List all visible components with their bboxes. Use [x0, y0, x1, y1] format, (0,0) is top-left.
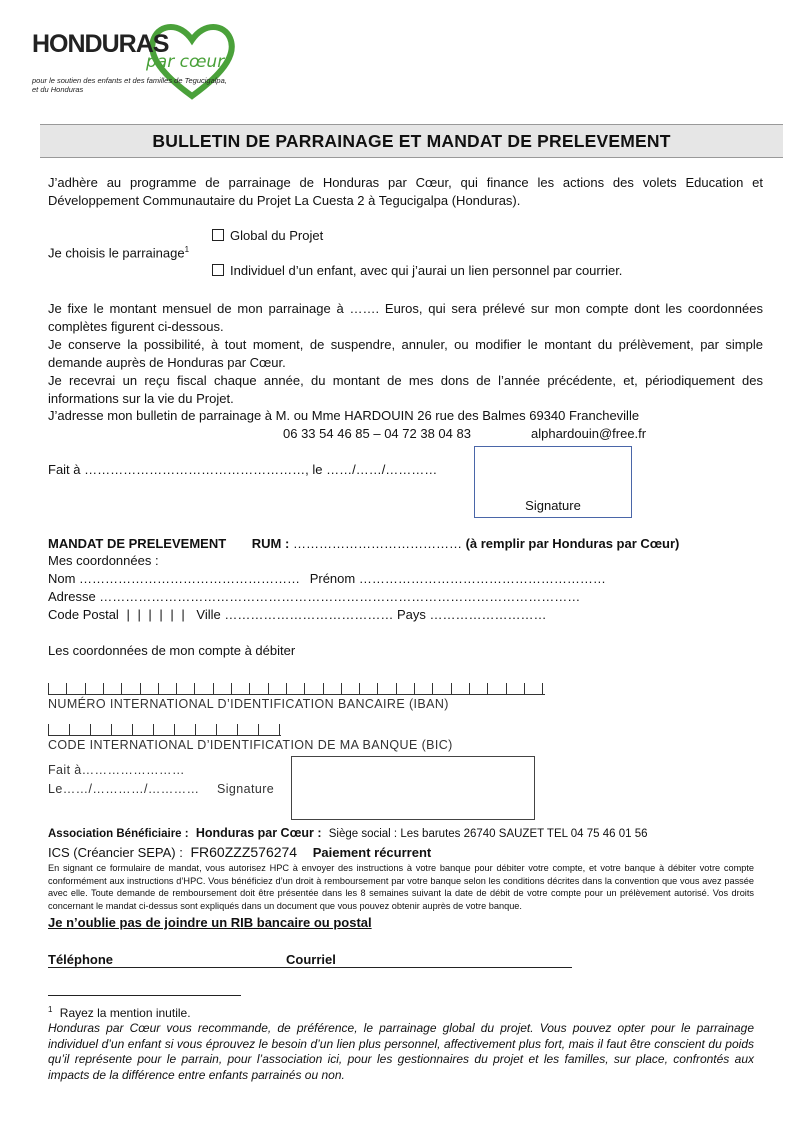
rib-reminder: Je n’oublie pas de joindre un RIB bancaire ou postal: [48, 915, 372, 930]
coords-heading: Mes coordonnées :: [48, 553, 159, 568]
name-line: [48, 571, 606, 586]
iban-label: NUMÉRO INTERNATIONAL D’IDENTIFICATION BANCAIRE (IBAN): [48, 697, 449, 711]
box-tick: [103, 683, 104, 695]
ics-code: FR60ZZZ576274: [190, 844, 298, 860]
footnote-line: [48, 1005, 191, 1020]
page-title: BULLETIN DE PARRAINAGE ET MANDAT DE PRELEVEMENT: [152, 130, 671, 151]
box-tick: [111, 724, 112, 736]
box-tick: [377, 683, 378, 695]
box-tick: [268, 683, 269, 695]
legal-notice: En signant ce formulaire de mandat, vous autorisez HPC à envoyer des instructions à votre banque pour débiter votre compte, et votre banque à débiter votre compte conformément aux instructions d’HPC. Vous bénéficiez d’un droit à remboursement par votre banque selon les conditions décrites dans la convention que vous avez passée avec elle. Toute demande de remboursement doit être présentée dans les 8 semaines suivant la date de débit de votre compte pour un prélèvement autorisé. Vos droits concernant le mandat ci-dessus sont expliqués dans un document que vous pouvez obtenir auprès de votre banque.: [48, 863, 754, 911]
box-tick: [69, 724, 70, 736]
bic-baseline: [48, 735, 281, 736]
cp-line: [48, 607, 546, 622]
phone-numbers: 06 33 54 46 85 – 04 72 38 04 83: [283, 426, 471, 441]
fait-a-field[interactable]: Fait à……………………: [48, 763, 185, 777]
option-global[interactable]: [212, 228, 323, 243]
box-tick: [249, 683, 250, 695]
email-address: alphardouin@free.fr: [531, 426, 647, 441]
date-field[interactable]: Le……/…………/…………: [48, 782, 200, 796]
box-tick: [66, 683, 67, 695]
intro-paragraph: J’adhère au programme de parrainage de Honduras par Cœur, qui finance les actions des volets Education et Développement Communautaire du Projet La Cuesta 2 à Tegucigalpa (Honduras).: [48, 175, 763, 208]
mandat-line: [48, 536, 679, 551]
box-tick: [48, 683, 49, 695]
account-heading: Les coordonnées de mon compte à débiter: [48, 643, 296, 658]
box-tick: [323, 683, 324, 695]
code-postal-boxes[interactable]: | | | | | |: [126, 607, 187, 622]
footnote-text: Rayez la mention inutile.: [59, 1006, 191, 1020]
nom-field[interactable]: Nom ……………………………………………: [48, 571, 301, 586]
fiscal-paragraph: Je recevrai un reçu fiscal chaque année, du montant de mes dons de l’année précédente, et, périodiquement des informations sur la vie du Projet.: [48, 373, 763, 406]
association-name: Honduras par Cœur :: [195, 826, 322, 840]
box-tick: [158, 683, 159, 695]
payment-type: Paiement récurrent: [312, 845, 432, 860]
box-tick: [506, 683, 507, 695]
signature-label-top: Signature: [525, 498, 581, 513]
box-tick: [451, 683, 452, 695]
amount-paragraph: Je fixe le montant mensuel de mon parrainage à ……. Euros, qui sera prélevé sur mon compte dont les coordonnées complètes figurent ci-dessous.: [48, 301, 763, 334]
logo-sub-text: par cœur: [146, 52, 225, 72]
code-postal-label: Code Postal: [48, 607, 119, 622]
choice-label-line: [48, 245, 189, 260]
title-bar: [40, 124, 783, 158]
bic-label: CODE INTERNATIONAL D’IDENTIFICATION DE MA BANQUE (BIC): [48, 738, 453, 752]
box-tick: [396, 683, 397, 695]
contact-underline[interactable]: [48, 967, 572, 968]
box-tick: [213, 683, 214, 695]
suspend-paragraph: Je conserve la possibilité, à tout moment, de suspendre, annuler, ou modifier le montant du prélèvement, par simple demande auprès de Honduras par Cœur.: [48, 337, 763, 370]
box-tick: [216, 724, 217, 736]
option-individual-label: Individuel d’un enfant, avec qui j’aurai un lien personnel par courrier.: [230, 263, 623, 278]
choice-label: Je choisis le parrainage: [48, 245, 185, 261]
rum-note: (à remplir par Honduras par Cœur): [465, 536, 680, 551]
logo-tagline: pour le soutien des enfants et des familles de Tegucigalpa, et du Honduras: [32, 76, 227, 94]
association-address: Siège social : Les barutes 26740 SAUZET TEL 04 75 46 01 56: [328, 828, 648, 840]
footnote-mark-bottom: 1: [48, 1005, 53, 1014]
telephone-label: Téléphone: [48, 952, 114, 967]
box-tick: [359, 683, 360, 695]
adresse-field[interactable]: Adresse …………………………………………………………………………………………………: [48, 589, 581, 604]
box-tick: [279, 724, 280, 736]
logo-main-text: HONDURAS: [32, 30, 169, 58]
checkbox-individual[interactable]: [212, 264, 224, 276]
box-tick: [258, 724, 259, 736]
ics-line: [48, 844, 431, 860]
box-tick: [132, 724, 133, 736]
box-tick: [90, 724, 91, 736]
footnote-mark: 1: [184, 245, 190, 254]
checkbox-global[interactable]: [212, 229, 224, 241]
iban-baseline: [48, 694, 545, 695]
box-tick: [140, 683, 141, 695]
box-tick: [304, 683, 305, 695]
box-tick: [195, 724, 196, 736]
prenom-field[interactable]: Prénom …………………………………………………: [309, 571, 606, 586]
fait-a-line[interactable]: Fait à ……………………………………………, le ……/……/…………: [48, 462, 438, 477]
courriel-label: Courriel: [286, 952, 336, 967]
signature-box-top[interactable]: [474, 446, 632, 518]
option-individual[interactable]: [212, 263, 622, 278]
box-tick: [524, 683, 525, 695]
box-tick: [153, 724, 154, 736]
box-tick: [414, 683, 415, 695]
association-line: [48, 826, 648, 840]
box-tick: [286, 683, 287, 695]
box-tick: [48, 724, 49, 736]
box-tick: [85, 683, 86, 695]
footnote-note: Honduras par Cœur vous recommande, de préférence, le parrainage global du projet. Vous pouvez opter pour le parrainage individuel d’un enfant si vous éprouvez le besoin d’un lien plus personnel, affectivement plus fort, mais il faut être conscient du poids qu’il représente pour le parrain, pour l’association ici, pour les gestionnaires du projet et les familles, sur place, confrontés aux impacts de la différence entre enfants parrainés ou non.: [48, 1021, 754, 1082]
iban-boxes[interactable]: [48, 681, 545, 695]
box-tick: [194, 683, 195, 695]
box-tick: [237, 724, 238, 736]
ics-label: ICS (Créancier SEPA) :: [48, 845, 183, 860]
box-tick: [231, 683, 232, 695]
box-tick: [432, 683, 433, 695]
option-global-label: Global du Projet: [230, 228, 324, 243]
signature-label-bottom: Signature: [217, 782, 275, 796]
address-line: J’adresse mon bulletin de parrainage à M. ou Mme HARDOUIN 26 rue des Balmes 69340 Francheville: [48, 408, 640, 423]
signature-box-bottom[interactable]: [291, 756, 535, 820]
box-tick: [341, 683, 342, 695]
rum-field[interactable]: …………………………………: [292, 536, 462, 551]
box-tick: [176, 683, 177, 695]
box-tick: [174, 724, 175, 736]
rum-label: RUM :: [251, 536, 290, 551]
box-tick: [469, 683, 470, 695]
ville-pays-field[interactable]: Ville ………………………………… Pays ………………………: [196, 607, 547, 622]
box-tick: [542, 683, 543, 695]
association-label: Association Bénéficiaire :: [48, 828, 189, 840]
footnote-rule: [48, 995, 241, 996]
box-tick: [487, 683, 488, 695]
bic-boxes[interactable]: [48, 722, 281, 736]
box-tick: [121, 683, 122, 695]
mandat-heading: MANDAT DE PRELEVEMENT: [48, 536, 227, 551]
logo: [28, 22, 228, 110]
